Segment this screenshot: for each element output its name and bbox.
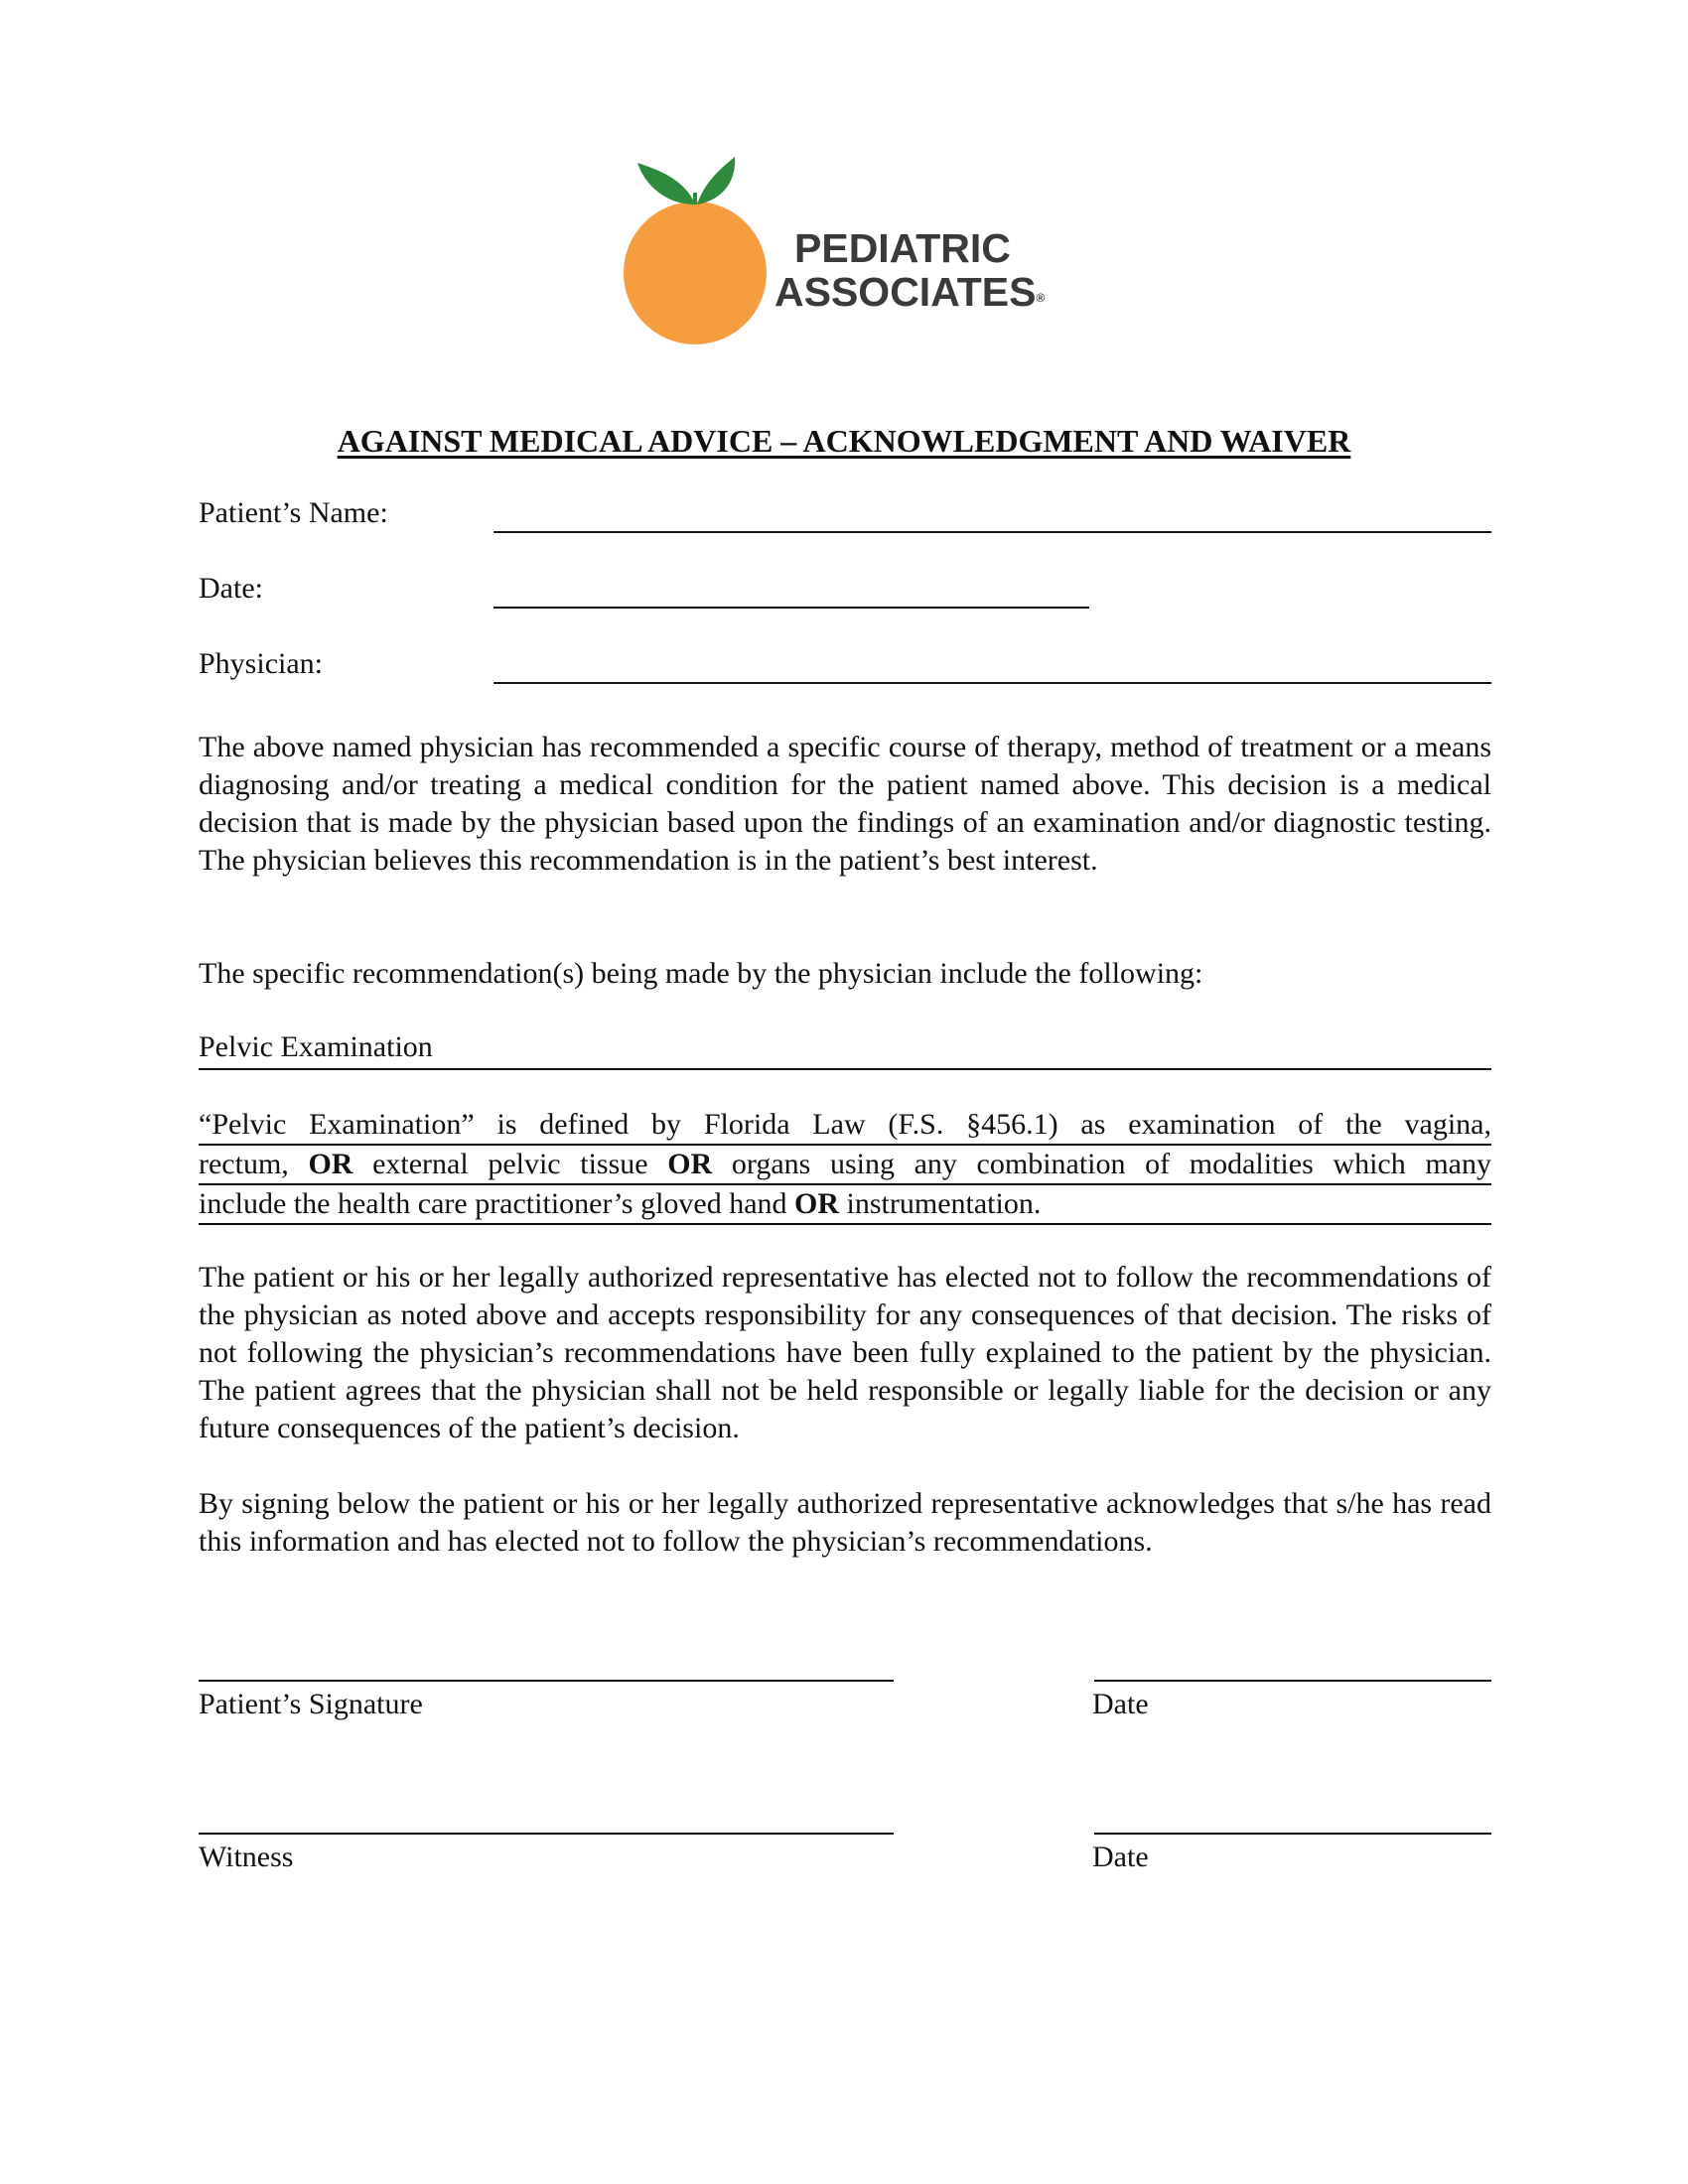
definition-line-3	[199, 1185, 1491, 1225]
brand-line-2	[774, 270, 1045, 314]
witness-date-label: Date	[1092, 1841, 1149, 1873]
definition-text-e: instrumentation.	[839, 1187, 1042, 1220]
recommendation-line[interactable]	[199, 1030, 1491, 1070]
patient-signature-line[interactable]	[199, 1680, 894, 1682]
definition-text-b: external pelvic tissue	[352, 1148, 668, 1180]
patient-date-line[interactable]	[1094, 1680, 1491, 1682]
specific-recommendations-intro: The specific recommendation(s) being made by the physician include the following:	[199, 957, 1203, 990]
recommendation-entry	[199, 1030, 1491, 1070]
witness-signature-line[interactable]	[199, 1833, 894, 1835]
definition-text-d: include the health care practitioner’s gloved hand	[199, 1187, 795, 1220]
registered-mark: ®	[1036, 291, 1046, 305]
waiver-paragraph: The patient or his or her legally authorized representative has elected not to follow the recommendations of the physician as noted above and accepts responsibility for any consequences of that decision. The risks of not following the physician’s recommendations have been fully explained to the patient by the physician. The patient agrees that the physician shall not be held responsible or legally liable for the decision or any future consequences of the patient’s decision.	[199, 1261, 1491, 1444]
physician-label: Physician:	[199, 647, 323, 680]
or-emphasis: OR	[308, 1148, 353, 1180]
witness-label: Witness	[199, 1841, 294, 1873]
or-emphasis: OR	[667, 1148, 713, 1180]
definition-text-a: rectum,	[199, 1148, 309, 1180]
brand-line-2-text: ASSOCIATES	[774, 269, 1037, 315]
recommendation-paragraph: The above named physician has recommended a specific course of therapy, method of treatment or a means diagnosing and/or treating a medical condition for the patient named above. This decision is a medical decision that is made by the physician based upon the findings of an examination and/or diagnostic testing. The physician believes this recommendation is in the patient’s best interest.	[199, 731, 1491, 877]
patient-signature-label: Patient’s Signature	[199, 1688, 423, 1720]
or-emphasis: OR	[794, 1187, 840, 1220]
definition-line-2	[199, 1146, 1491, 1185]
brand-name	[774, 226, 1045, 314]
brand-line-1: PEDIATRIC	[794, 225, 1011, 271]
acknowledgment-paragraph: By signing below the patient or his or her legally authorized representative acknowledges that s/he has read this information and has elected not to follow the physician’s recommendations.	[199, 1487, 1491, 1558]
physician-field[interactable]	[493, 682, 1491, 684]
patient-date-label: Date	[1092, 1688, 1149, 1720]
recommendation-text: Pelvic Examination	[199, 1030, 433, 1063]
definition-line-1	[199, 1106, 1491, 1146]
patient-name-field[interactable]	[493, 531, 1491, 533]
pelvic-examination-definition	[199, 1106, 1491, 1225]
document-title: AGAINST MEDICAL ADVICE – ACKNOWLEDGMENT AND WAIVER	[337, 423, 1351, 459]
date-field[interactable]	[493, 607, 1089, 609]
patient-name-label: Patient’s Name:	[199, 496, 388, 529]
pediatric-associates-logo	[616, 149, 1072, 357]
witness-date-line[interactable]	[1094, 1833, 1491, 1835]
date-label: Date:	[199, 572, 263, 605]
definition-line-1-text: “Pelvic Examination” is defined by Florida Law (F.S. §456.1) as examination of the vagina,	[199, 1108, 1491, 1141]
definition-text-c: organs using any combination of modalities which many	[712, 1148, 1491, 1180]
